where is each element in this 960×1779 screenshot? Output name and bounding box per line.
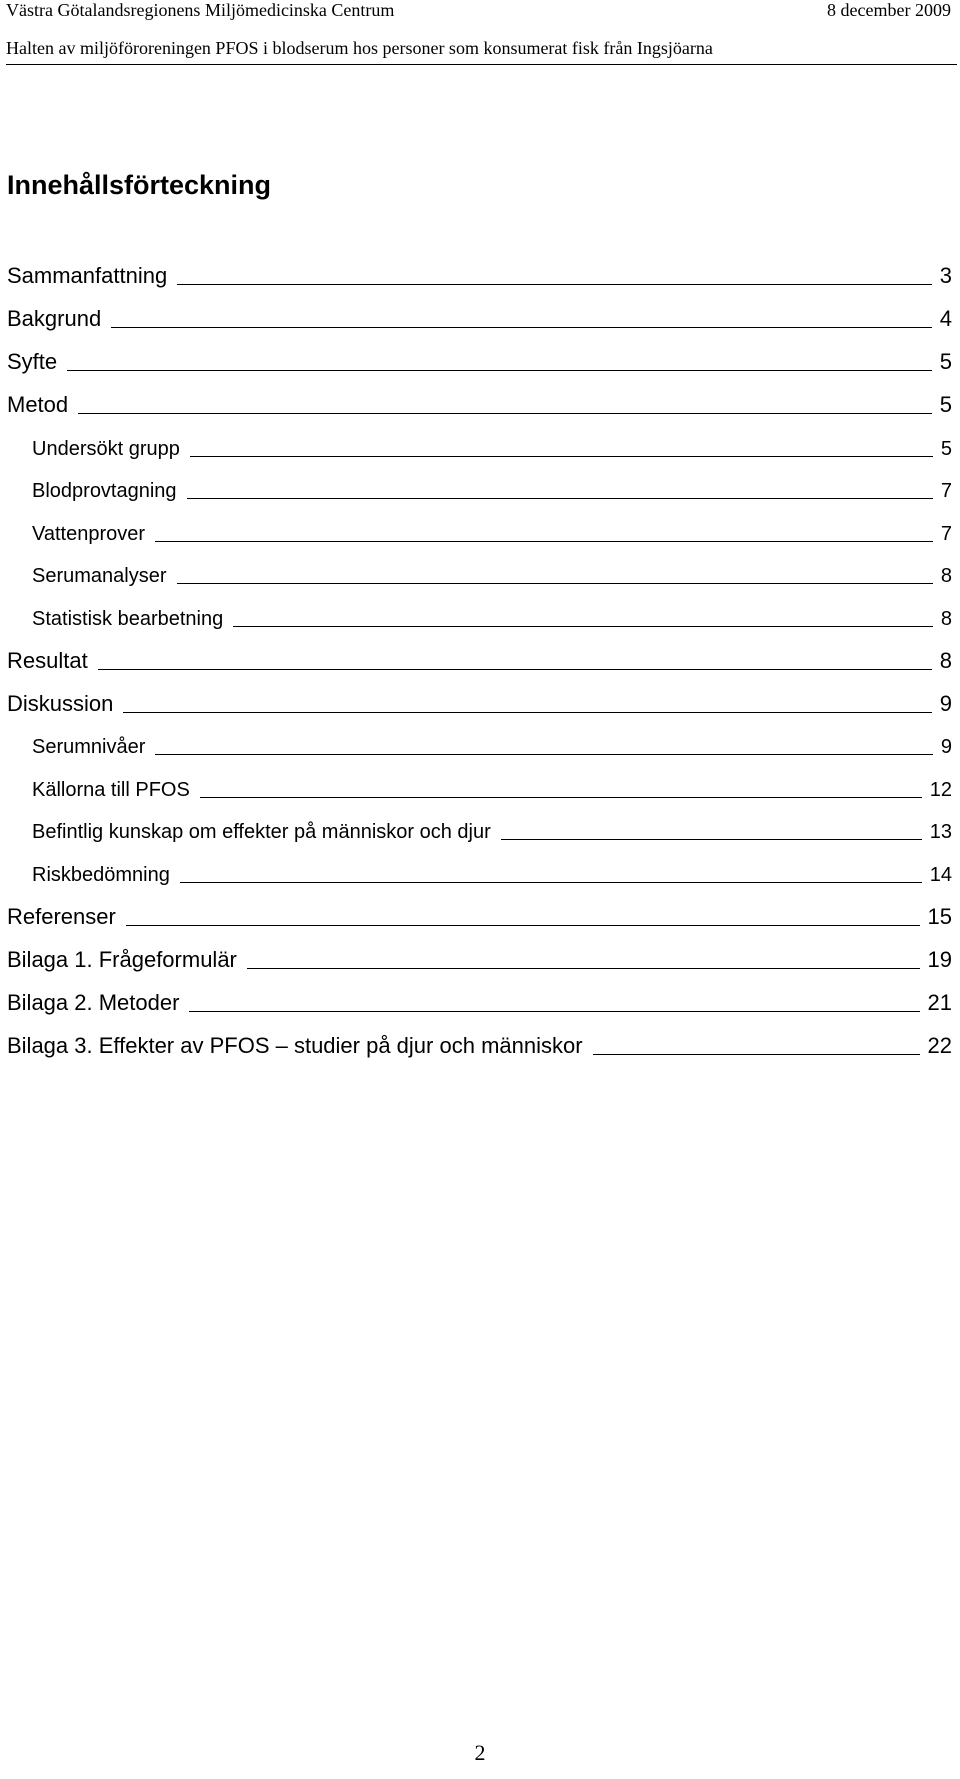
toc-entry-title: Syfte bbox=[7, 349, 58, 374]
toc-subentry[interactable] bbox=[7, 802, 952, 845]
toc-entry-title: Bilaga 3. Effekter av PFOS – studier på djur och människor bbox=[7, 1032, 583, 1058]
toc-entry[interactable] bbox=[7, 887, 952, 930]
page-header bbox=[6, 0, 957, 65]
header-organization: Västra Götalandsregionens Miljömedicinska Centrum bbox=[6, 0, 395, 20]
toc-entry-page: 14 bbox=[929, 863, 952, 886]
toc-entry-page: 8 bbox=[940, 607, 952, 630]
toc-subentry[interactable] bbox=[7, 759, 952, 802]
toc-leader-line bbox=[78, 412, 932, 414]
toc-entry-page: 7 bbox=[940, 480, 952, 502]
toc-entry-title: Serumanalyser bbox=[32, 565, 167, 587]
toc-entry-title: Riskbedömning bbox=[32, 863, 170, 886]
toc-leader-line bbox=[177, 283, 932, 285]
toc-entry-page: 8 bbox=[940, 565, 952, 587]
toc-entry-page: 9 bbox=[940, 736, 952, 758]
toc-entry-title: Bakgrund bbox=[7, 306, 102, 331]
toc-entry-page: 9 bbox=[939, 690, 952, 716]
toc-entry[interactable] bbox=[7, 973, 952, 1016]
toc-entry-page: 4 bbox=[939, 306, 952, 331]
toc-entry-title: Diskussion bbox=[7, 690, 114, 716]
toc-subentry[interactable] bbox=[7, 418, 952, 461]
toc-entry[interactable] bbox=[7, 375, 952, 418]
toc-entry-title: Statistisk bearbetning bbox=[32, 607, 224, 630]
toc-entry[interactable] bbox=[7, 246, 952, 289]
toc-entry-page: 8 bbox=[939, 647, 952, 673]
toc-entry-page: 21 bbox=[927, 989, 952, 1015]
toc-leader-line bbox=[123, 711, 931, 713]
toc-subentry[interactable] bbox=[7, 461, 952, 504]
toc-entry-page: 5 bbox=[939, 392, 952, 417]
toc-leader-line bbox=[200, 796, 922, 798]
toc-entry-page: 12 bbox=[929, 778, 952, 801]
page-number: 2 bbox=[474, 1740, 486, 1765]
toc-leader-line bbox=[190, 455, 933, 457]
toc-leader-line bbox=[247, 967, 920, 969]
toc-entry-title: Källorna till PFOS bbox=[32, 778, 190, 801]
toc-subentry[interactable] bbox=[7, 588, 952, 631]
toc-entry-page: 5 bbox=[939, 349, 952, 374]
toc-entry-title: Sammanfattning bbox=[7, 263, 168, 288]
toc-entry-page: 13 bbox=[929, 821, 952, 843]
toc-entry-page: 3 bbox=[939, 263, 952, 288]
header-top-row bbox=[6, 0, 957, 20]
toc-entry-page: 7 bbox=[940, 522, 952, 545]
toc-leader-line bbox=[189, 1010, 919, 1012]
toc-leader-line bbox=[98, 668, 932, 670]
toc-subentry[interactable] bbox=[7, 503, 952, 546]
toc-subentry[interactable] bbox=[7, 844, 952, 887]
toc-leader-line bbox=[111, 326, 932, 328]
toc-leader-line bbox=[187, 497, 933, 499]
toc-leader-line bbox=[233, 625, 933, 627]
toc-leader-line bbox=[155, 540, 933, 542]
header-report-title: Halten av miljöföroreningen PFOS i blodserum hos personer som konsumerat fisk från Ingsjöarna bbox=[6, 38, 957, 65]
toc-entry-page: 15 bbox=[927, 903, 952, 929]
toc-entry[interactable] bbox=[7, 1016, 952, 1059]
toc-entry-title: Undersökt grupp bbox=[32, 437, 180, 460]
toc-entry-title: Referenser bbox=[7, 903, 116, 929]
toc-entry[interactable] bbox=[7, 674, 952, 717]
toc-entry-page: 19 bbox=[927, 946, 952, 972]
header-date: 8 december 2009 bbox=[827, 0, 951, 20]
toc-leader-line bbox=[180, 881, 922, 883]
toc-entry-page: 22 bbox=[927, 1032, 952, 1058]
toc-subentry[interactable] bbox=[7, 546, 952, 589]
toc-entry[interactable] bbox=[7, 332, 952, 375]
toc-leader-line bbox=[177, 582, 933, 584]
toc-entry-page: 5 bbox=[940, 437, 952, 460]
toc-leader-line bbox=[67, 369, 932, 371]
toc-leader-line bbox=[155, 753, 932, 755]
toc-leader-line bbox=[126, 924, 920, 926]
toc-title: Innehållsförteckning bbox=[7, 170, 272, 200]
toc-leader-line bbox=[593, 1053, 920, 1055]
table-of-contents bbox=[7, 246, 952, 1059]
toc-entry-title: Blodprovtagning bbox=[32, 480, 177, 502]
toc-entry-title: Bilaga 1. Frågeformulär bbox=[7, 946, 237, 972]
toc-entry[interactable] bbox=[7, 289, 952, 332]
toc-leader-line bbox=[501, 838, 922, 840]
toc-subentry[interactable] bbox=[7, 717, 952, 760]
toc-entry-title: Befintlig kunskap om effekter på människor och djur bbox=[32, 821, 491, 843]
toc-entry-title: Serumnivåer bbox=[32, 736, 146, 758]
toc-entry-title: Vattenprover bbox=[32, 522, 146, 545]
toc-entry[interactable] bbox=[7, 631, 952, 674]
toc-entry-title: Resultat bbox=[7, 647, 88, 673]
toc-entry-title: Metod bbox=[7, 392, 69, 417]
toc-entry[interactable] bbox=[7, 930, 952, 973]
toc-entry-title: Bilaga 2. Metoder bbox=[7, 989, 180, 1015]
